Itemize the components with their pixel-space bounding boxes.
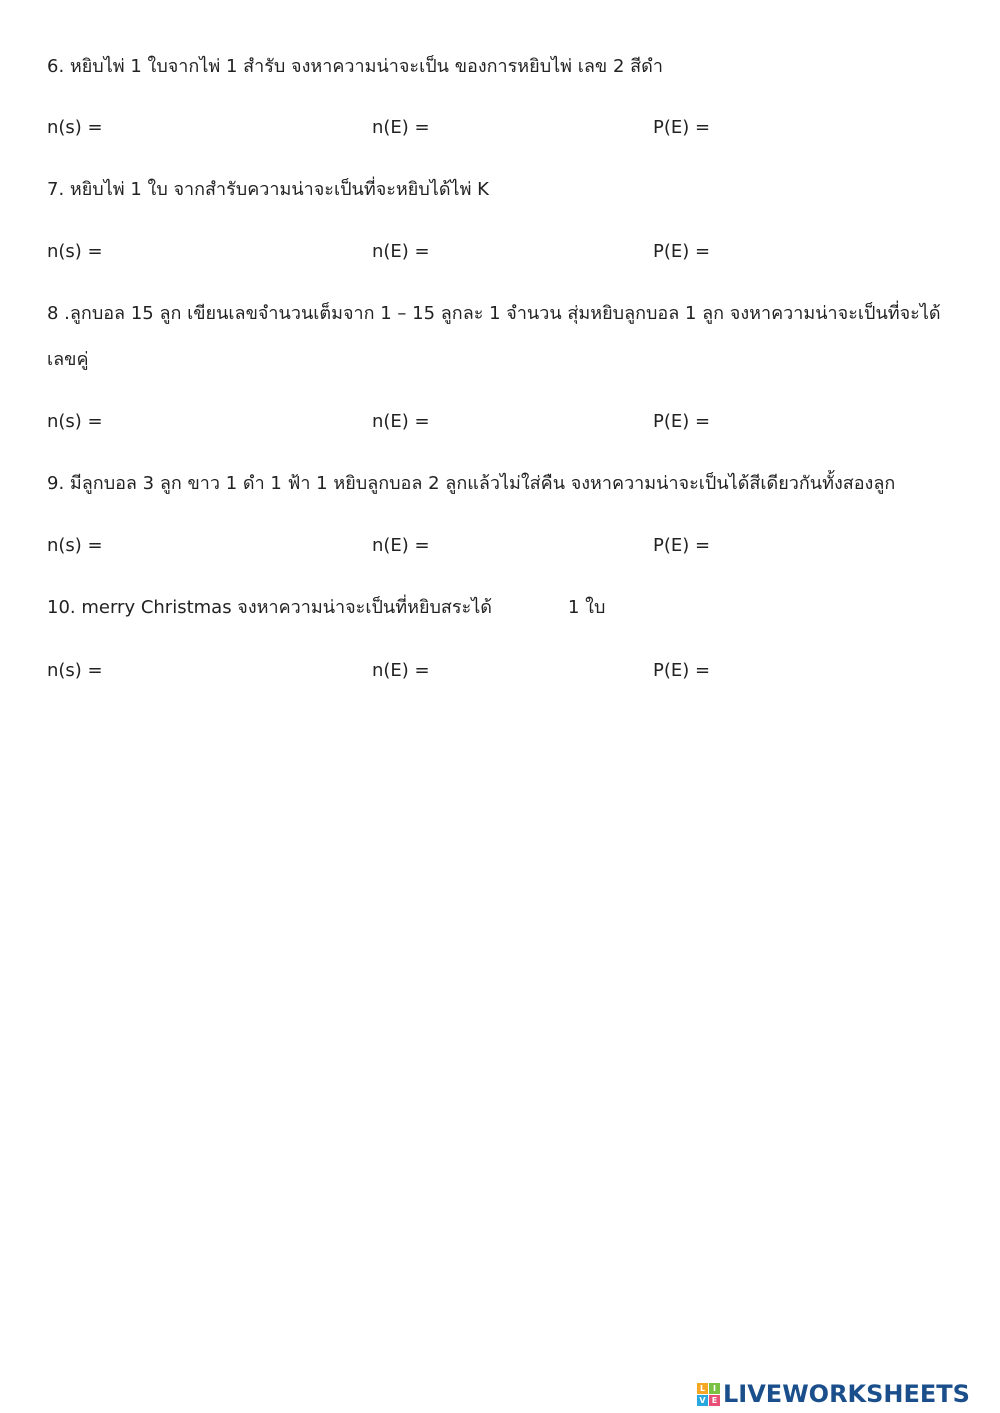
liveworksheets-logo-icon xyxy=(697,1383,720,1406)
question-7: 7. หยิบไพ่ 1 ใบ จากสำรับความน่าจะเป็นที่จะหยิบได้ไพ่ K xyxy=(47,179,489,200)
question-8: 8 .ลูกบอล 15 ลูก เขียนเลขจำนวนเต็มจาก 1 – 15 ลูกละ 1 จำนวน สุ่มหยิบลูกบอล 1 ลูก จงหาความน่าจะเป็นที่จะได้ xyxy=(47,303,941,324)
logo-letter-i: I xyxy=(709,1383,720,1394)
ne-label: n(E) = xyxy=(372,117,430,138)
logo-letter-v: V xyxy=(697,1395,708,1406)
ns-label: n(s) = xyxy=(47,535,103,556)
ne-label: n(E) = xyxy=(372,535,430,556)
ne-label: n(E) = xyxy=(372,660,430,681)
pe-label: P(E) = xyxy=(653,535,711,556)
question-10 xyxy=(47,593,605,623)
answer-row-7 xyxy=(0,237,1000,267)
answer-row-9 xyxy=(0,531,1000,561)
question-9: 9. มีลูกบอล 3 ลูก ขาว 1 ดำ 1 ฟ้า 1 หยิบลูกบอล 2 ลูกแล้วไม่ใส่คืน จงหาความน่าจะเป็นได้สีเดียวกันทั้งสองลูก xyxy=(47,473,896,494)
ns-label: n(s) = xyxy=(47,241,103,262)
question-6: 6. หยิบไพ่ 1 ใบจากไพ่ 1 สำรับ จงหาความน่าจะเป็น ของการหยิบไพ่ เลข 2 สีดำ xyxy=(47,56,663,77)
pe-label: P(E) = xyxy=(653,660,711,681)
ns-label: n(s) = xyxy=(47,117,103,138)
ns-label: n(s) = xyxy=(47,660,103,681)
ne-label: n(E) = xyxy=(372,411,430,432)
answer-row-10 xyxy=(0,656,1000,686)
pe-label: P(E) = xyxy=(653,241,711,262)
logo-letter-l: L xyxy=(697,1383,708,1394)
answer-row-6 xyxy=(0,113,1000,143)
ne-label: n(E) = xyxy=(372,241,430,262)
ns-label: n(s) = xyxy=(47,411,103,432)
question-8-continued: เลขคู่ xyxy=(47,349,89,370)
liveworksheets-wordmark: LIVEWORKSHEETS xyxy=(723,1380,970,1408)
answer-row-8 xyxy=(0,407,1000,437)
logo-letter-e: E xyxy=(709,1395,720,1406)
liveworksheets-logo[interactable] xyxy=(697,1378,970,1410)
question-10-text: 10. merry Christmas จงหาความน่าจะเป็นที่หยิบสระได้ xyxy=(47,597,492,618)
pe-label: P(E) = xyxy=(653,117,711,138)
question-10-tail: 1 ใบ xyxy=(568,597,606,618)
pe-label: P(E) = xyxy=(653,411,711,432)
